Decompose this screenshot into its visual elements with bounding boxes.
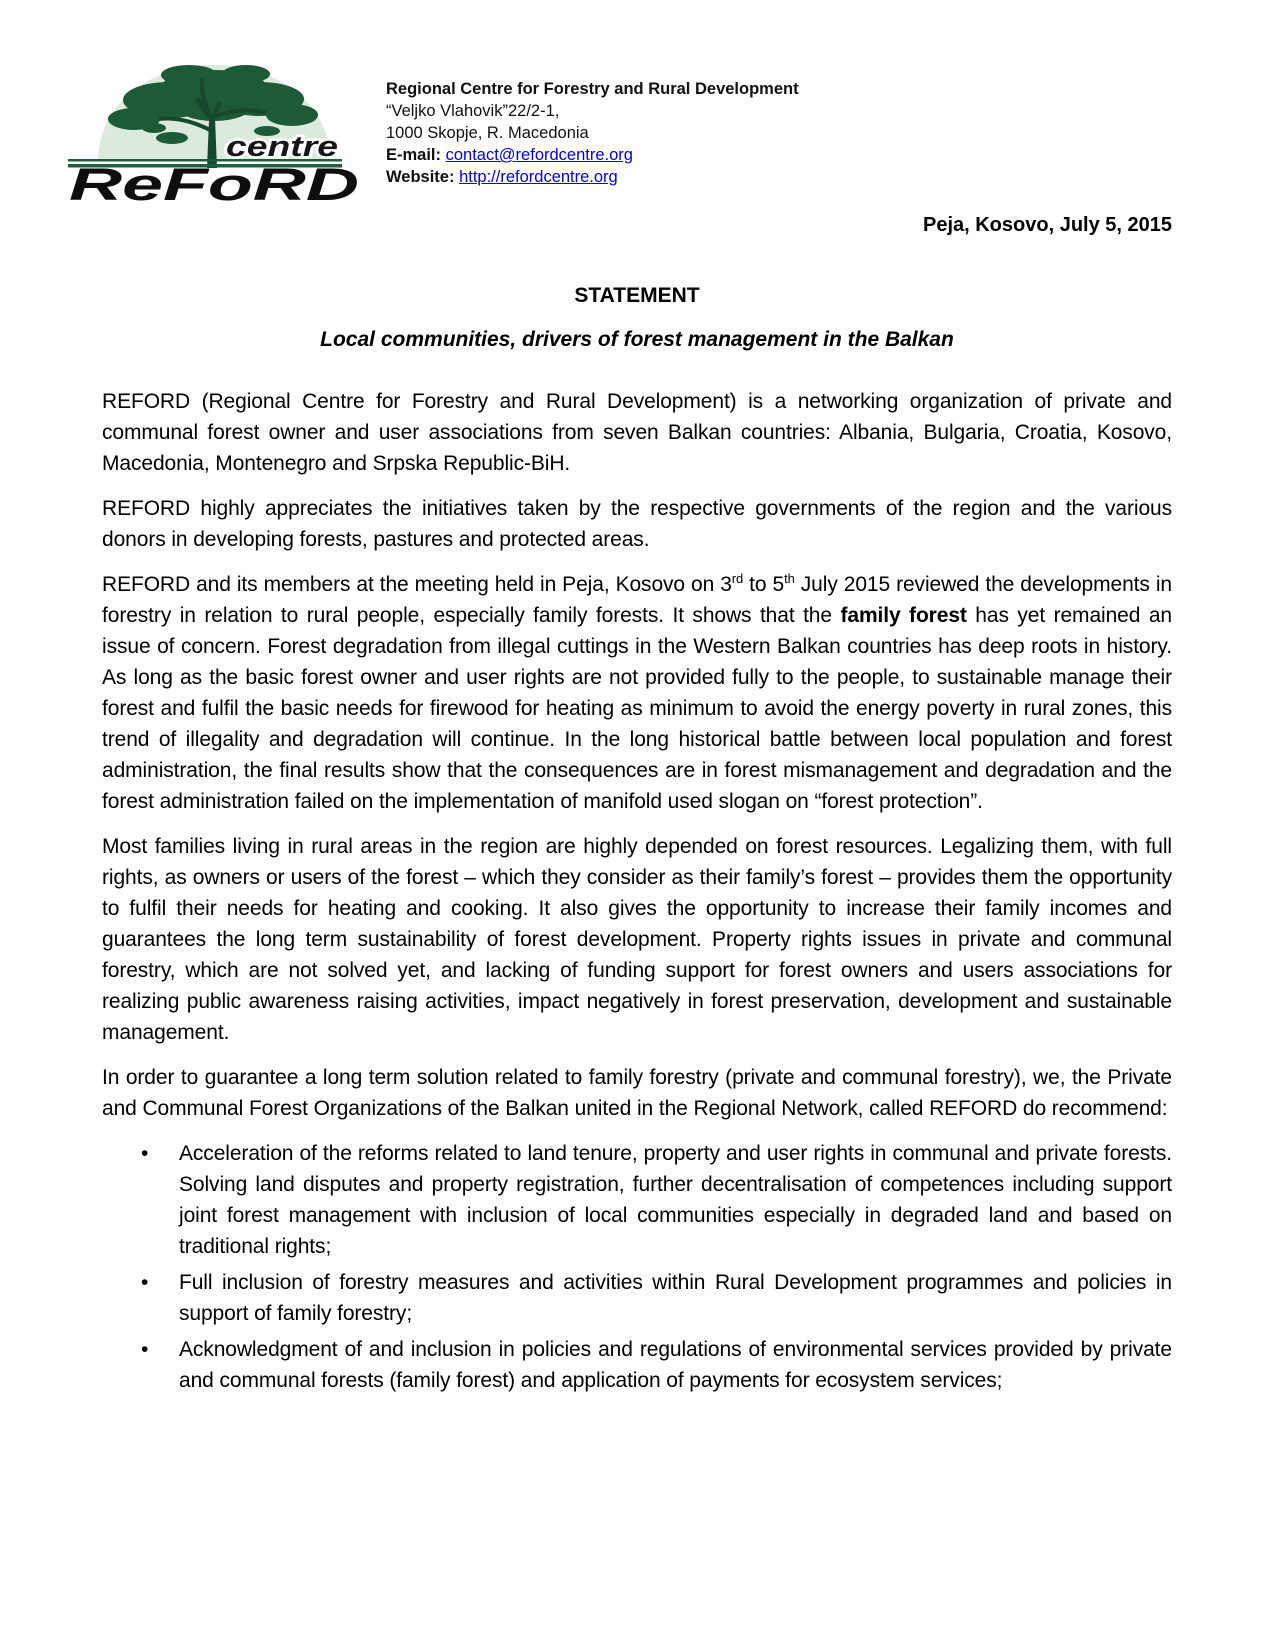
meeting-text-2: to 5 (743, 573, 785, 596)
logo-centre-label: centre (226, 131, 338, 163)
list-item-text: Acknowledgment of and inclusion in policies and regulations of environmental services provided by private and communal forests (family forest) and application of payments for ecosystem services; (179, 1338, 1172, 1392)
list-item (179, 1138, 1172, 1262)
email-label: E-mail: (386, 146, 442, 164)
list-item (179, 1334, 1172, 1396)
date-line: Peja, Kosovo, July 5, 2015 (922, 214, 1172, 236)
family-forest-emphasis: family forest (840, 604, 967, 627)
paragraph-recommend-lead: In order to guarantee a long term solution related to family forestry (private and communal forestry), we, the Private and Communal Forest Organizations of the Balkan united in the Regional Network, called REFORD do recommend: (102, 1066, 1172, 1120)
meeting-text-3: July 2015 reviewed the developments in forestry in relation to rural people, especially family forests. It shows that the (102, 573, 1172, 627)
meeting-text-4: has yet remained an issue of concern. Forest degradation from illegal cuttings in the Western Balkan countries has deep roots in history. As long as the basic forest owner and user rights are not provided fully to the people, to sustainable manage their forest and fulfil the basic needs for firewood for heating as minimum to avoid the energy poverty in rural zones, this trend of illegality and degradation will continue. In the long historical battle between local population and forest administration, the final results show that the consequences are in forest mismanagement and degradation and the forest administration failed on the implementation of manifold used slogan on “forest protection”. (102, 604, 1172, 813)
paragraph-intro: REFORD (Regional Centre for Forestry and Rural Development) is a networking organization of private and communal forest owner and user associations from seven Balkan countries: Albania, Bulgaria, Croatia, Kosovo, Macedonia, Montenegro and Srpska Republic-BiH. (102, 390, 1172, 475)
paragraph-families: Most families living in rural areas in the region are highly depended on forest resources. Legalizing them, with full rights, as owners or users of the forest – which they consider as their family’s forest – provides them the opportunity to fulfil their needs for heating and cooking. It also gives the opportunity to increase their family incomes and guarantees the long term sustainability of forest development. Property rights issues in private and communal forestry, which are not solved yet, and lacking of funding support for forest owners and users associations for realizing public awareness raising activities, impact negatively in forest preservation, development and sustainable management. (102, 835, 1172, 1044)
paragraph-appreciation: REFORD highly appreciates the initiatives taken by the respective governments of the region and the various donors in developing forests, pastures and protected areas. (102, 497, 1172, 551)
reford-logo (64, 58, 364, 204)
website-link[interactable]: http://refordcentre.org (459, 168, 618, 186)
address-line-2: 1000 Skopje, R. Macedonia (386, 124, 589, 142)
list-item-text: Acceleration of the reforms related to land tenure, property and user rights in communal and private forests. Solving land disputes and property registration, further decentralisation of competences including support joint forest management with inclusion of local communities especially in degraded land and based on traditional rights; (179, 1142, 1172, 1258)
page-title: STATEMENT (574, 284, 700, 307)
recommendation-list (102, 1138, 1172, 1396)
address-line-1: “Veljko Vlahovik”22/2-1, (386, 102, 560, 120)
paragraph-meeting (102, 569, 1172, 817)
ordinal-th: th (784, 571, 795, 586)
contact-block (386, 78, 799, 188)
email-row (386, 144, 799, 166)
logo-brand-text: ReFoRD (69, 159, 359, 204)
document-body (102, 386, 1172, 1401)
tree-logo-icon (64, 58, 364, 204)
website-label: Website: (386, 168, 455, 186)
meeting-text-1: REFORD and its members at the meeting held in Peja, Kosovo on 3 (102, 573, 732, 596)
list-item (179, 1267, 1172, 1329)
email-link[interactable]: contact@refordcentre.org (445, 146, 633, 164)
website-row (386, 166, 799, 188)
list-item-text: Full inclusion of forestry measures and activities within Rural Development programmes and policies in support of family forestry; (179, 1271, 1172, 1325)
page-subtitle: Local communities, drivers of forest management in the Balkan (320, 328, 954, 351)
ordinal-rd: rd (731, 571, 744, 586)
org-name: Regional Centre for Forestry and Rural Development (386, 80, 799, 98)
